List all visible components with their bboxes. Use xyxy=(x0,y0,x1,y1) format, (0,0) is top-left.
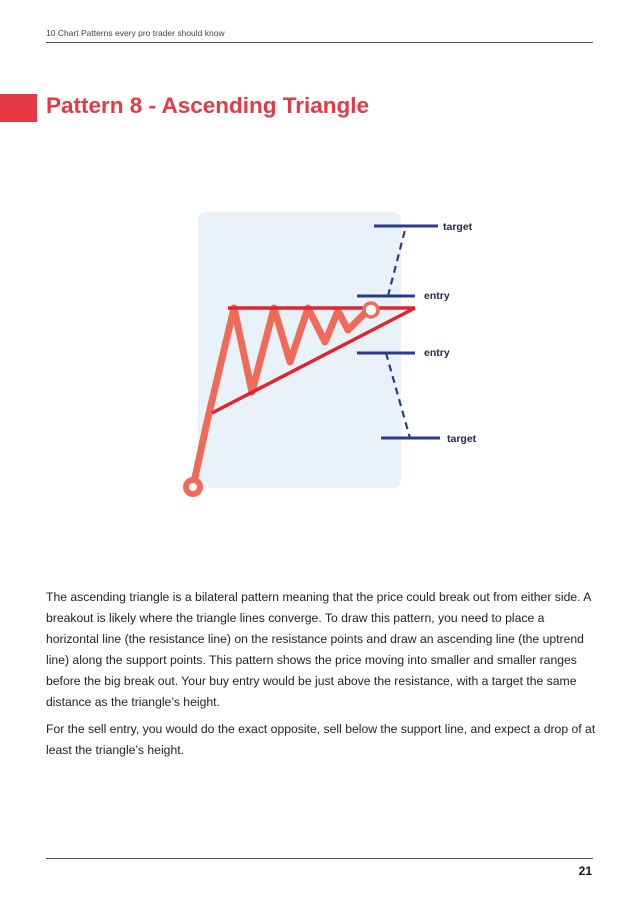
paragraph-sell-entry: For the sell entry, you would do the exact opposite, sell below the support line, and expect a drop of at least the triangle’s height. xyxy=(46,722,596,757)
header-divider xyxy=(46,42,593,43)
footer-divider xyxy=(46,858,593,859)
running-header: 10 Chart Patterns every pro trader should know xyxy=(46,28,225,38)
entry-sell-label: entry xyxy=(424,347,450,359)
title-accent-bar xyxy=(0,94,37,122)
ascending-triangle-diagram xyxy=(170,200,490,520)
target-bottom-label: target xyxy=(447,433,477,445)
paragraph-description: The ascending triangle is a bilateral pattern meaning that the price could break out from either side. A breakout is likely where the triangle lines converge. To draw this pattern, you need to place a horizontal line (the resistance line) on the resistance points and draw an ascending line (the uptrend line) along the support points. This pattern shows the price moving into smaller and smaller ranges before the big break out. Your buy entry would be just above the resistance, with a target the same distance as the triangle’s height. xyxy=(46,590,591,709)
diagram-panel xyxy=(198,212,401,488)
page-number: 21 xyxy=(578,864,592,878)
page-title: Pattern 8 - Ascending Triangle xyxy=(46,93,369,118)
entry-buy-label: entry xyxy=(424,290,450,302)
breakout-point xyxy=(364,303,378,317)
target-top-label: target xyxy=(443,221,473,233)
body-text xyxy=(46,587,596,767)
price-start-point-hole xyxy=(189,483,197,491)
